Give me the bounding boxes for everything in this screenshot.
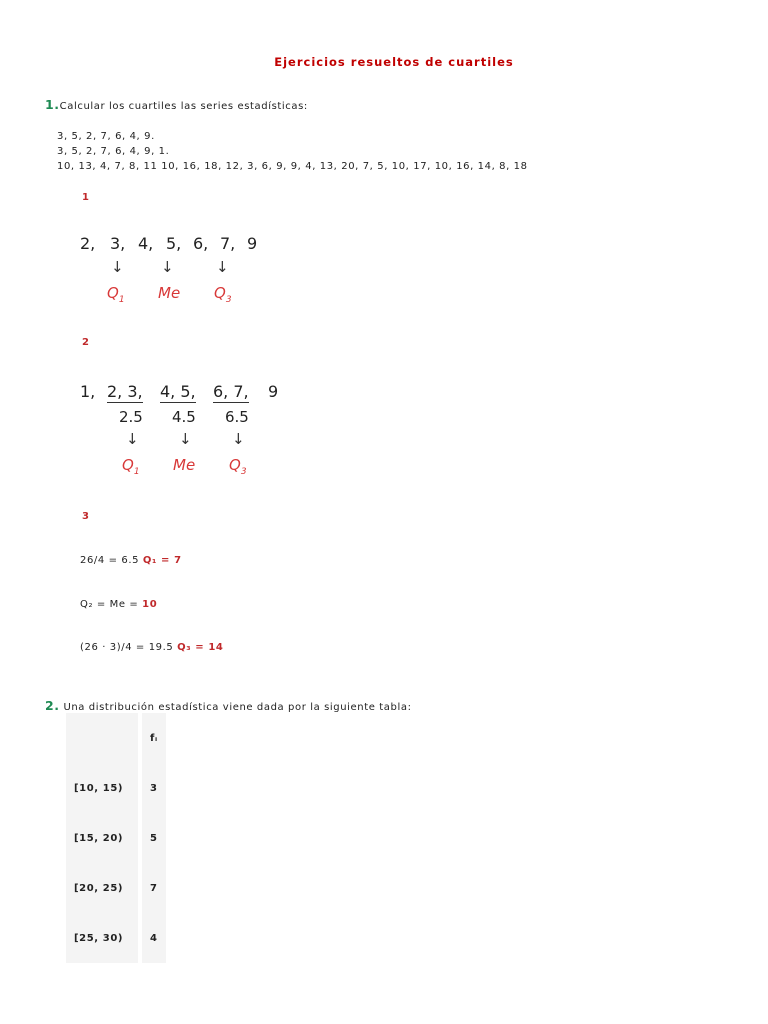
table-row <box>66 863 166 913</box>
frequency-cell: 7 <box>142 863 166 913</box>
down-arrow-icon: ↓ <box>232 430 245 448</box>
pair-4-5: 4, 5, <box>160 382 196 401</box>
down-arrow-icon: ↓ <box>179 430 192 448</box>
average-4-5: 4.5 <box>172 408 196 426</box>
table-header-cell <box>66 713 138 763</box>
table-row <box>66 813 166 863</box>
exercise-1-series-list <box>57 129 528 174</box>
value-1: 1, <box>80 382 96 401</box>
average-2-5: 2.5 <box>119 408 143 426</box>
frequency-cell: 3 <box>142 763 166 813</box>
q3-result: Q₃ = 14 <box>177 642 224 653</box>
q3-label: $Q_3$ <box>214 284 232 305</box>
value-3: 3, <box>110 234 126 253</box>
q2-calculation <box>80 599 157 610</box>
exercise-1-prompt: Calcular los cuartiles las series estadísticas: <box>59 101 308 112</box>
solution-1-label: 1 <box>82 192 90 203</box>
q2-result: 10 <box>142 599 158 610</box>
exercise-1-number: 1. <box>45 97 60 112</box>
table-row <box>66 913 166 963</box>
down-arrow-icon: ↓ <box>111 258 124 276</box>
solution-1-figure <box>80 234 280 314</box>
series-a: 3, 5, 2, 7, 6, 4, 9. <box>57 131 155 142</box>
series-b: 3, 5, 2, 7, 6, 4, 9, 1. <box>57 146 170 157</box>
q3-label: $Q_3$ <box>229 456 247 477</box>
page-title: Ejercicios resueltos de cuartiles <box>274 55 514 69</box>
value-9: 9 <box>268 382 279 401</box>
q1-label: $Q_1$ <box>122 456 140 477</box>
interval-cell: [20, 25) <box>66 863 138 913</box>
interval-cell: [25, 30) <box>66 913 138 963</box>
q1-label: $Q_1$ <box>107 284 125 305</box>
down-arrow-icon: ↓ <box>216 258 229 276</box>
median-label: Me <box>158 284 181 302</box>
frequency-table <box>62 713 170 963</box>
value-6: 6, <box>193 234 209 253</box>
frequency-cell: 5 <box>142 813 166 863</box>
q1-result: Q₁ = 7 <box>142 555 182 566</box>
table-header-cell: fᵢ <box>142 713 166 763</box>
down-arrow-icon: ↓ <box>126 430 139 448</box>
q3-calculation <box>80 642 223 653</box>
value-4: 4, <box>138 234 154 253</box>
pair-2-3: 2, 3, <box>107 382 143 401</box>
value-9: 9 <box>247 234 258 253</box>
value-7: 7, <box>220 234 236 253</box>
q3-calc-text: (26 · 3)/4 = 19.5 <box>80 642 174 653</box>
q2-calc-text: Q₂ = Me = <box>80 599 139 610</box>
average-6-5: 6.5 <box>225 408 249 426</box>
solution-2-figure <box>80 382 300 482</box>
series-c: 10, 13, 4, 7, 8, 11 10, 16, 18, 12, 3, 6, 9, 9, 4, 13, 20, 7, 5, 10, 17, 10, 16, 14, 8, 18 <box>57 161 528 172</box>
exercise-2-number: 2. <box>45 698 60 713</box>
exercise-1-heading <box>45 97 308 112</box>
interval-cell: [10, 15) <box>66 763 138 813</box>
pair-6-7: 6, 7, <box>213 382 249 401</box>
exercise-2-prompt: Una distribución estadística viene dada por la siguiente tabla: <box>63 702 412 713</box>
frequency-cell: 4 <box>142 913 166 963</box>
down-arrow-icon: ↓ <box>161 258 174 276</box>
value-2: 2, <box>80 234 96 253</box>
solution-2-label: 2 <box>82 337 90 348</box>
value-5: 5, <box>166 234 182 253</box>
exercise-2-heading <box>45 698 412 713</box>
q1-calc-text: 26/4 = 6.5 <box>80 555 140 566</box>
table-header-row <box>66 713 166 763</box>
table-row <box>66 763 166 813</box>
interval-cell: [15, 20) <box>66 813 138 863</box>
q1-calculation <box>80 555 182 566</box>
solution-3-label: 3 <box>82 511 90 522</box>
median-label: Me <box>173 456 196 474</box>
